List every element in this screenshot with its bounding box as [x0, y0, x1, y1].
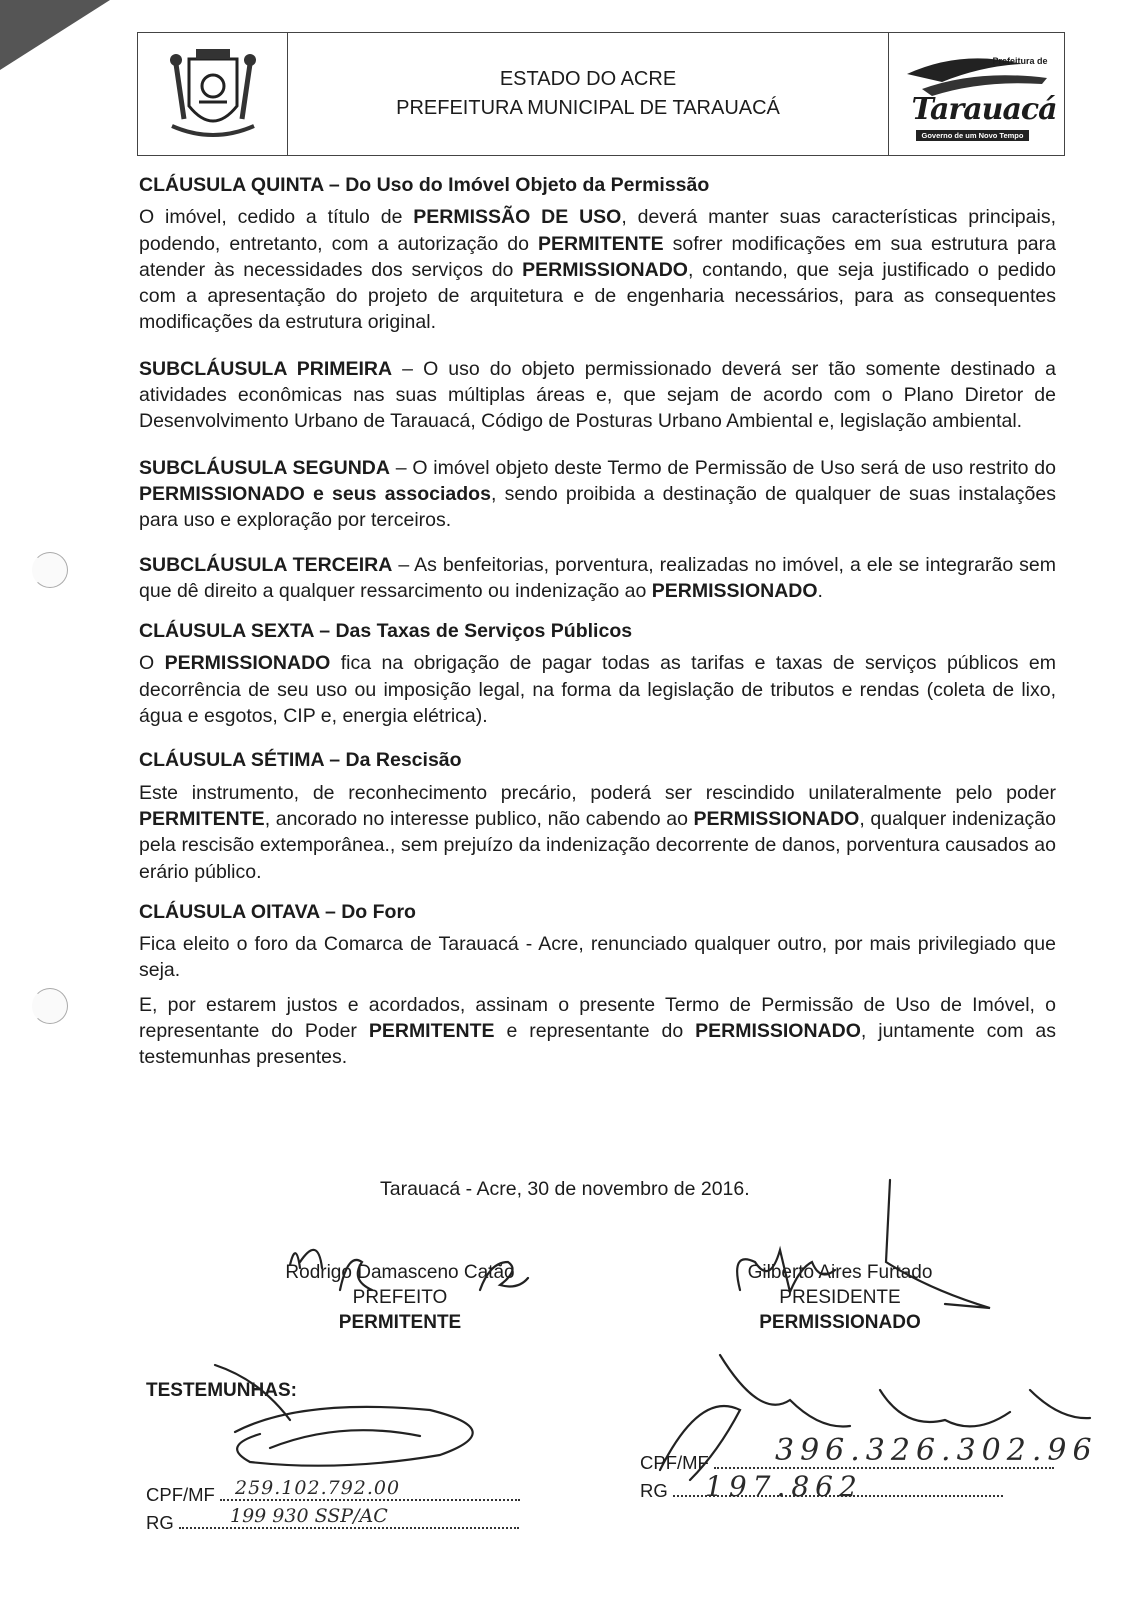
date-line: Tarauacá - Acre, 30 de novembro de 2016.	[380, 1178, 750, 1200]
clause-oitava-title: CLÁUSULA OITAVA – Do Foro	[139, 900, 416, 923]
signatory-left-name: Rodrigo Damasceno Catão	[285, 1262, 515, 1283]
signatory-left-party: PERMITENTE	[338, 1312, 462, 1333]
subclause-segunda: SUBCLÁUSULA SEGUNDA – O imóvel objeto deste Termo de Permissão de Uso será de uso restrito do PERMISSIONADO e seus associados, sendo proibida a destinação de qualquer de suas instalações para uso e exploração por terceiros.	[139, 456, 1056, 532]
signatory-right	[700, 1260, 980, 1335]
signatory-left	[250, 1260, 550, 1335]
header-state: ESTADO DO ACRE	[499, 68, 677, 90]
witness1-cpf: CPF/MF	[146, 1484, 520, 1506]
punch-hole-top	[32, 552, 68, 588]
header-city-hall: PREFEITURA MUNICIPAL DE TARAUACÁ	[396, 97, 780, 119]
clause-oitava-text: Fica eleito o foro da Comarca de Tarauacá - Acre, renunciado qualquer outro, por mais privilegiado que seja.	[139, 933, 1056, 982]
logo-top-text: Prefeitura de	[992, 56, 1048, 66]
subclause-primeira: SUBCLÁUSULA PRIMEIRA – O uso do objeto permissionado deverá ser tão somente destinado a atividades econômicas nas suas múltiplas áreas e, que sejam de acordo com o Plano Diretor de Desenvolvimento Urbano de Tarauacá, Código de Posturas Urbano Ambiental e, legislação ambiental.	[139, 357, 1056, 433]
logo-tagline: Governo de um Novo Tempo	[916, 130, 1030, 141]
signatory-right-party: PERMISSIONADO	[759, 1312, 921, 1333]
witnesses-label: TESTEMUNHAS:	[146, 1380, 297, 1401]
coat-of-arms	[138, 33, 288, 155]
document-body	[139, 172, 1056, 1071]
witness2-cpf: CPF/MF	[640, 1452, 1054, 1474]
punch-hole-bottom	[32, 988, 68, 1024]
clause-setima-title: CLÁUSULA SÉTIMA – Da Rescisão	[139, 749, 462, 772]
witness2-cpf-value: 396.326.302.96	[775, 1433, 1098, 1468]
signatory-left-role: PREFEITO	[352, 1287, 448, 1308]
document-header	[137, 32, 1065, 156]
coat-of-arms-icon	[154, 44, 272, 144]
clause-quinta-title: CLÁUSULA QUINTA – Do Uso do Imóvel Objeto da Permissão	[139, 174, 710, 196]
subclause-terceira: SUBCLÁUSULA TERCEIRA – As benfeitorias, porventura, realizadas no imóvel, a ele se integrarão sem que dê direito a qualquer ressarcimento ou indenização ao PERMISSIONADO.	[139, 553, 1056, 602]
tarauaca-logo	[888, 33, 1064, 155]
clause-quinta-text: O imóvel, cedido a título de PERMISSÃO DE USO, deverá manter suas características principais, podendo, entretanto, com a autorização do PERMITENTE sofrer modificações em sua estrutura para atender às necessidades dos serviços do PERMISSIONADO, contando, que seja justificado o pedido com a apresentação do projeto de arquitetura e de engenharia necessários, para as consequentes modificações da estrutura original.	[139, 206, 1056, 334]
clause-setima-text: Este instrumento, de reconhecimento precário, poderá ser rescindido unilateralmente pelo poder PERMITENTE, ancorado no interesse publico, não cabendo ao PERMISSIONADO, qualquer indenização pela rescisão extemporânea., sem prejuízo da indenização decorrente de danos, porventura causados ao erário público.	[139, 781, 1056, 883]
folded-corner	[0, 0, 110, 70]
witness1-rg-value: 199 930 SSP/AC	[230, 1505, 388, 1527]
witness1-rg: RG	[146, 1512, 519, 1534]
witness2-rg: RG	[640, 1480, 1003, 1502]
witness1-cpf-value: 259.102.792.00	[235, 1477, 401, 1499]
signatory-right-role: PRESIDENTE	[779, 1287, 901, 1308]
signatory-right-name: Gilberto Aires Furtado	[747, 1262, 933, 1283]
closing-text: E, por estarem justos e acordados, assinam o presente Termo de Permissão de Uso de Imóvel, o representante do Poder PERMITENTE e representante do PERMISSIONADO, juntamente com as testemunhas presentes.	[139, 993, 1056, 1069]
witness2-rg-value: 197.862	[705, 1470, 863, 1503]
logo-name: Tarauacá	[911, 92, 1057, 127]
clause-sexta-title: CLÁUSULA SEXTA – Das Taxas de Serviços Públicos	[139, 620, 633, 643]
clause-sexta-text: O PERMISSIONADO fica na obrigação de pagar todas as tarifas e taxas de serviços públicos em decorrência de seu uso ou imposição legal, na forma da legislação de tributos e rendas (coleta de lixo, água e esgotos, CIP e, energia elétrica).	[139, 652, 1056, 728]
